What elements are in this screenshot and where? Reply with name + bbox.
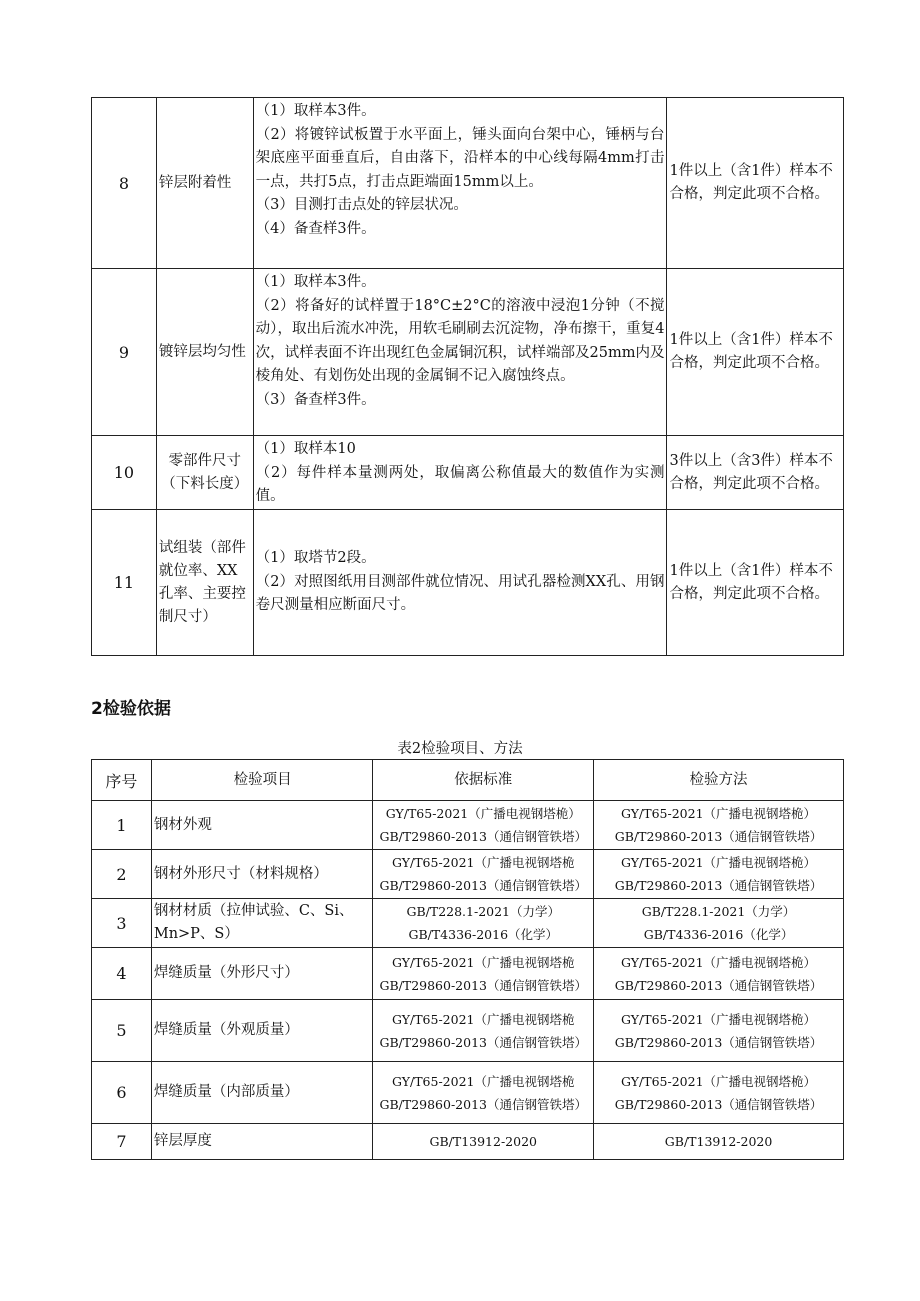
method-line: GB/T13912-2020 [664, 1134, 773, 1149]
judgement-rule-text: 1件以上（含1件）样本不合格，判定此项不合格。 [669, 562, 833, 602]
inspection-method [594, 850, 844, 899]
inspection-method [594, 948, 844, 1000]
standard-line: GY/T65-2021（广播电视钢塔桅） [385, 806, 581, 821]
method-step: （1）取塔节2段。 [255, 550, 376, 567]
inspection-item: 焊缝质量（外形尺寸） [151, 948, 373, 1000]
standard-line: GB/T13912-2020 [429, 1134, 537, 1149]
test-method [253, 510, 667, 656]
row-number: 10 [92, 436, 157, 510]
test-method [253, 98, 667, 269]
basis-standard [373, 1124, 594, 1160]
header-item: 检验项目 [151, 760, 373, 801]
method-step: （1）取样本3件。 [255, 103, 376, 119]
basis-standard [373, 948, 594, 1000]
method-step: （3）目测打击点处的锌层状况。 [255, 197, 468, 213]
standard-line: GB/T29860-2013（通信钢管铁塔） [379, 1034, 587, 1050]
judgement-rule-text: 3件以上（含3件）样本不合格，判定此项不合格。 [669, 452, 833, 492]
header-method: 检验方法 [594, 760, 844, 801]
method-line: GY/T65-2021（广播电视钢塔桅） [621, 954, 817, 970]
method-line: GB/T228.1-2021（力学） [641, 904, 796, 919]
method-line: GB/T4336-2016（化学） [643, 927, 794, 942]
standard-line: GY/T65-2021（广播电视钢塔桅 [391, 1011, 575, 1027]
method-step: （4）备查样3件。 [255, 220, 376, 237]
header-standard: 依据标准 [373, 760, 594, 801]
inspection-method [594, 899, 844, 948]
basis-standard [373, 801, 594, 850]
row-number: 4 [92, 948, 152, 1000]
row-number: 6 [92, 1062, 152, 1124]
table-row [92, 98, 844, 269]
judgement-rule [667, 436, 844, 510]
inspection-method [594, 801, 844, 850]
inspection-item: 钢材外观 [151, 801, 373, 850]
item-name: 锌层附着性 [156, 98, 253, 269]
table-row [92, 269, 844, 436]
test-method [253, 269, 667, 436]
test-method [253, 436, 667, 510]
standard-line: GB/T29860-2013（通信钢管铁塔） [379, 878, 587, 893]
standard-line: GB/T29860-2013（通信钢管铁塔） [379, 1096, 587, 1112]
table-row [92, 850, 844, 899]
table-header-row [92, 760, 844, 801]
inspection-item: 钢材材质（拉伸试验、C、Si、Mn>P、S） [151, 899, 373, 948]
table-row [92, 801, 844, 850]
inspection-item: 焊缝质量（内部质量） [151, 1062, 373, 1124]
method-line: GB/T29860-2013（通信钢管铁塔） [614, 878, 823, 893]
method-step: （2）将备好的试样置于18°C±2°C的溶液中浸泡1分钟（不搅动），取出后流水冲洗，用软毛刷刷去沉淀物，净布擦干，重复4次，试样表面不许出现红色金属铜沉积，试样端部及25mm内及棱角处、有划伤处出现的金属铜不记入腐蚀终点。 [255, 297, 665, 384]
table-row [92, 1062, 844, 1124]
inspection-basis-table [91, 759, 844, 1160]
row-number: 9 [92, 269, 157, 436]
method-line: GB/T29860-2013（通信钢管铁塔） [614, 1034, 823, 1050]
row-number: 1 [92, 801, 152, 850]
judgement-rule-text: 1件以上（含1件）样本不合格，判定此项不合格。 [669, 332, 833, 371]
method-step: （3）备查样3件。 [255, 391, 376, 408]
inspection-method [594, 1062, 844, 1124]
method-line: GB/T29860-2013（通信钢管铁塔） [614, 1096, 823, 1112]
method-line: GB/T29860-2013（通信钢管铁塔） [614, 977, 823, 993]
standard-line: GY/T65-2021（广播电视钢塔桅 [391, 855, 575, 870]
method-step: （2）将镀锌试板置于水平面上，锤头面向台架中心，锤柄与台架底座平面垂直后，自由落下，沿样本的中心线每隔4mm打击一点，共打5点，打击点距端面15mm以上。 [255, 126, 665, 190]
standard-line: GB/T29860-2013（通信钢管铁塔） [379, 829, 587, 844]
table-caption: 表2检验项目、方法 [397, 741, 523, 757]
table-row [92, 1124, 844, 1160]
inspection-item: 焊缝质量（外观质量） [151, 1000, 373, 1062]
inspection-method [594, 1124, 844, 1160]
table-row [92, 510, 844, 656]
standard-line: GB/T4336-2016（化学） [408, 927, 559, 942]
item-name: 零部件尺寸（下料长度） [156, 436, 253, 510]
method-line: GY/T65-2021（广播电视钢塔桅） [621, 1073, 817, 1089]
method-step: （1）取样本3件。 [255, 274, 376, 290]
standard-line: GB/T228.1-2021（力学） [406, 904, 561, 919]
method-step: （2）每件样本量测两处，取偏离公称值最大的数值作为实测值。 [255, 464, 665, 504]
method-step: （2）对照图纸用目测部件就位情况、用试孔器检测XX孔、用钢卷尺测量相应断面尺寸。 [255, 573, 665, 614]
item-name: 镀锌层均匀性 [156, 269, 253, 436]
standard-line: GY/T65-2021（广播电视钢塔桅 [391, 1073, 575, 1089]
table-row [92, 1000, 844, 1062]
standard-line: GB/T29860-2013（通信钢管铁塔） [379, 977, 587, 993]
judgement-rule [667, 98, 844, 269]
basis-standard [373, 850, 594, 899]
basis-standard [373, 1000, 594, 1062]
method-line: GB/T29860-2013（通信钢管铁塔） [614, 829, 823, 844]
inspection-item: 锌层厚度 [151, 1124, 373, 1160]
table-row [92, 436, 844, 510]
section-title: 2检验依据 [91, 699, 171, 719]
judgement-rule [667, 269, 844, 436]
row-number: 7 [92, 1124, 152, 1160]
table-row [92, 899, 844, 948]
method-line: GY/T65-2021（广播电视钢塔桅） [621, 855, 817, 870]
inspection-criteria-table [91, 97, 844, 656]
item-name: 试组装（部件就位率、XX孔率、主要控制尺寸） [156, 510, 253, 656]
inspection-method [594, 1000, 844, 1062]
judgement-rule-text: 1件以上（含1件）样本不合格，判定此项不合格。 [669, 163, 833, 202]
table-row [92, 948, 844, 1000]
basis-standard [373, 1062, 594, 1124]
method-line: GY/T65-2021（广播电视钢塔桅） [621, 1011, 817, 1027]
basis-standard [373, 899, 594, 948]
row-number: 5 [92, 1000, 152, 1062]
row-number: 8 [92, 98, 157, 269]
method-step: （1）取样本10 [255, 441, 356, 457]
inspection-item: 钢材外形尺寸（材料规格） [151, 850, 373, 899]
row-number: 11 [92, 510, 157, 656]
header-no: 序号 [92, 760, 152, 801]
method-line: GY/T65-2021（广播电视钢塔桅） [621, 806, 817, 821]
row-number: 2 [92, 850, 152, 899]
judgement-rule [667, 510, 844, 656]
row-number: 3 [92, 899, 152, 948]
standard-line: GY/T65-2021（广播电视钢塔桅 [391, 954, 575, 970]
